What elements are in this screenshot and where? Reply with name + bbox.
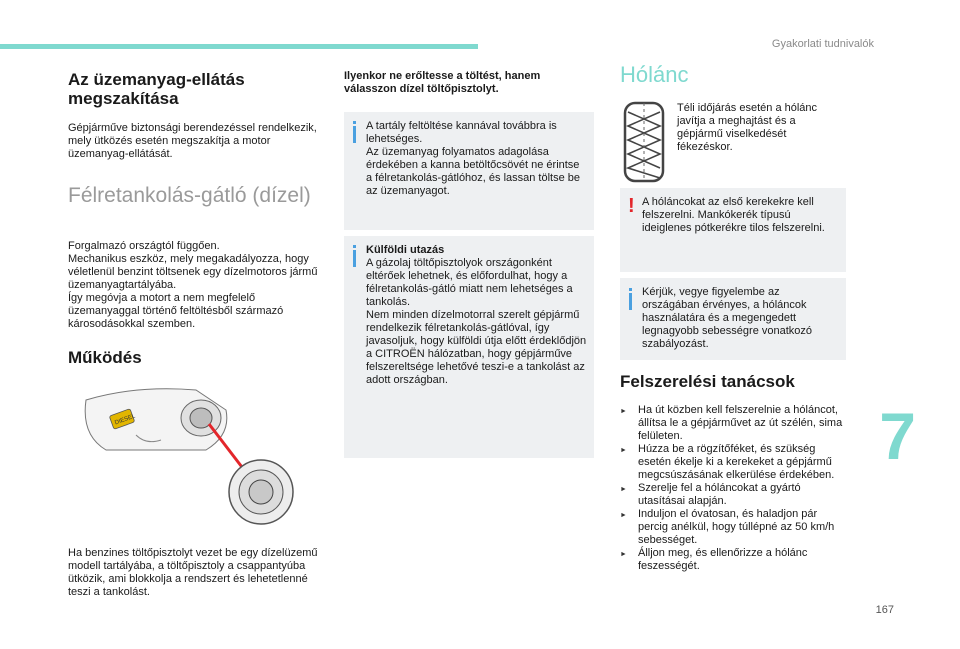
installation-tips-list xyxy=(620,404,850,573)
warning-front-wheels-text: A hóláncokat az első kerekekre kell felszerelni. Mankókerék típusú ideiglenes pótkerékre tilos felszerelni. xyxy=(642,196,825,234)
operation-caption: Ha benzines töltőpisztolyt vezet be egy dízelüzemű modell tartályába, a töltőpisztoly a csappantyúba ütközik, ami blokkolja a rendszert és lehetetlenné teszi a tankolást. xyxy=(68,547,318,598)
snow-chain-illustration xyxy=(622,100,666,184)
tip-item: ► Álljon meg, és ellenőrizze a hólánc feszességét. xyxy=(620,547,850,573)
fuel-cutoff-text: Gépjárműve biztonsági berendezéssel rendelkezik, mely ütközés esetén megszakítja a motor üzemanyag-ellátását. xyxy=(68,122,317,160)
info-box-regulations xyxy=(620,278,846,360)
warning-box-front-wheels xyxy=(620,188,846,272)
fuel-filler-drawing xyxy=(76,380,326,530)
info-box-abroad xyxy=(344,236,594,458)
snow-chains-intro: Téli időjárás esetén a hólánc javítja a meghajtást és a gépjármű viselkedését fékezéskor. xyxy=(677,102,818,153)
page-number: 167 xyxy=(875,604,894,616)
snow-chain-icon xyxy=(622,100,666,184)
chapter-number: 7 xyxy=(879,399,916,473)
diesel-label: DIESEL xyxy=(114,413,137,427)
info-regulations-text: Kérjük, vegye figyelembe az országában érvényes, a hóláncok használatára és a megengedett legnagyobb sebességre vonatkozó szabályozást. xyxy=(642,286,813,350)
snow-chains-title: Hólánc xyxy=(620,62,689,87)
tip-item: ► Ha út közben kell felszerelnie a hóláncot, állítsa le a gépjárművet az út szélén, sima felületen. xyxy=(620,404,850,443)
section-title: Gyakorlati tudnivalók xyxy=(771,38,874,50)
fuel-cutoff-title: Az üzemanyag-ellátás megszakítása xyxy=(68,70,245,108)
misfuel-title: Félretankolás-gátló (dízel) xyxy=(68,184,311,207)
info-icon xyxy=(629,288,632,310)
tip-item: ► Induljon el óvatosan, és haladjon pár percig anélkül, hogy túllépné az 50 km/h sebességet. xyxy=(620,508,850,547)
warning-icon: ! xyxy=(628,195,635,217)
misfuel-text: Forgalmazó országtól függően. Mechanikus eszköz, mely megakadályozza, hogy véletlenül benzint töltsenek egy dízelmotoros jármű üzemanyagtartályába. Így megóvja a motort a nem megfelelő üzemanyaggal történő feltöltésből származó károsodásokkal szemben. xyxy=(68,240,318,330)
installation-tips-title: Felszerelési tanácsok xyxy=(620,372,795,391)
info-abroad-title: Külföldi utazás xyxy=(366,244,445,256)
header-accent-bar xyxy=(0,44,478,49)
tip-item: ► Szerelje fel a hóláncokat a gyártó utasításai alapján. xyxy=(620,482,850,508)
operation-title: Működés xyxy=(68,348,142,367)
tip-item: ► Húzza be a rögzítőféket, és szükség esetén ékelje ki a kerekeket a gépjármű megcsúszásának elkerülése érdekében. xyxy=(620,443,850,482)
info-abroad-text: A gázolaj töltőpisztolyok országonként eltérőek lehetnek, és előfordulhat, hogy a félretankolás-gátló miatt nem lehetséges a tankolás. Nem minden dízelmotorral szerelt gépjármű rendelkezik félretankolás-gátlóval, így javasoljuk, hogy külföldi útja előtt érdeklődjön a CITROËN hálózatban, hogy gépjárműve felszereltsége lehetővé teszi-e a tankolást az adott országban. xyxy=(366,257,587,386)
info-icon xyxy=(353,121,356,143)
info-icon xyxy=(353,245,356,267)
fuel-filler-illustration xyxy=(76,380,326,530)
force-warning-text: Ilyenkor ne erőltesse a töltést, hanem válasszon dízel töltőpisztolyt. xyxy=(344,70,541,95)
info-canister-text: A tartály feltöltése kannával továbbra is lehetséges. Az üzemanyag folyamatos adagolása érdekében a kanna betöltőcsövét ne érintse a félretankolás-gátlóhoz, és lassan töltse be az üzemanyagot. xyxy=(366,120,581,197)
info-box-canister xyxy=(344,112,594,230)
